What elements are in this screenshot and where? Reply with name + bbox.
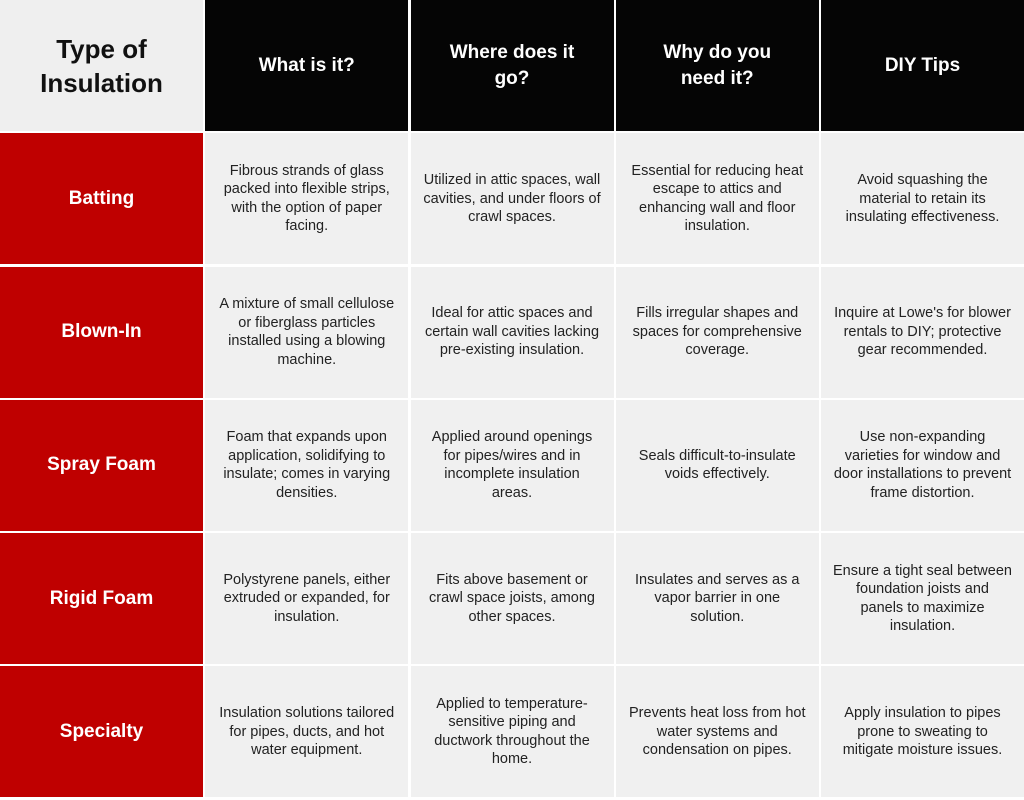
corner-header [0,0,203,131]
cell-text: Use non-expanding varieties for window and door installations to prevent frame distortion. [833,429,1012,501]
cell-text: Seals difficult-to-insulate voids effectively. [638,447,796,483]
table-cell [616,666,819,797]
table-cell [616,400,819,531]
cell-text: Ideal for attic spaces and certain wall cavities lacking pre-existing insulation. [424,305,600,359]
cell-text: Utilized in attic spaces, wall cavities, and under floors of crawl spaces. [423,172,601,225]
table-cell [616,533,819,664]
cell-text: Insulates and serves as a vapor barrier in one solution. [635,571,800,625]
cell-text: Polystyrene panels, either extruded or expanded, for insulation. [223,571,391,625]
column-header-label: DIY Tips [884,54,961,76]
cell-text: Apply insulation to pipes prone to sweating to mitigate moisture issues. [842,705,1003,758]
column-header-why [616,0,819,131]
table-cell [616,133,819,264]
cell-text: Fits above basement or crawl space joists, among other spaces. [428,571,595,625]
column-header-what [205,0,408,131]
table-cell [616,267,819,398]
column-header-diy [821,0,1024,131]
row-header-label: Specialty [59,720,144,742]
table-cell [411,666,614,797]
corner-header-label: Type of Insulation [40,33,163,98]
table-cell [205,400,408,531]
table-cell [411,533,614,664]
table-cell [411,133,614,264]
table-cell [205,533,408,664]
row-header-label: Spray Foam [47,454,156,476]
cell-text: Fibrous strands of glass packed into flexible strips, with the option of paper facing. [223,162,390,235]
column-header-label: Why do you need it? [663,41,772,89]
cell-text: Foam that expands upon application, solidifying to insulate; comes in varying densities. [223,429,391,501]
row-header-blown-in [0,267,203,398]
table-cell [821,533,1024,664]
row-header-rigid-foam [0,533,203,664]
cell-text: Essential for reducing heat escape to attics and enhancing wall and floor insulation. [631,162,804,235]
table-cell [205,666,408,797]
row-header-label: Blown-In [61,321,142,342]
table-cell [205,267,408,398]
column-header-label: Where does it go? [449,41,575,89]
row-header-batting [0,133,203,264]
cell-text: A mixture of small cellulose or fiberglass particles installed using a blowing machine. [219,296,395,368]
table-cell [411,400,614,531]
cell-text: Applied around openings for pipes/wires and in incomplete insulation areas. [431,429,593,501]
table-cell [821,666,1024,797]
cell-text: Ensure a tight seal between foundation joists and panels to maximize insulation. [833,562,1012,634]
column-header-label: What is it? [258,54,355,76]
table-cell [821,267,1024,398]
row-header-spray-foam [0,400,203,531]
column-header-where [411,0,614,131]
table-cell [205,133,408,264]
row-header-label: Batting [68,187,135,209]
table-cell [411,267,614,398]
cell-text: Insulation solutions tailored for pipes, ducts, and hot water equipment. [219,705,395,758]
cell-text: Applied to temperature-sensitive piping and ductwork throughout the home. [434,695,590,768]
cell-text: Inquire at Lowe's for blower rentals to DIY; protective gear recommended. [834,305,1011,359]
table-cell [821,400,1024,531]
cell-text: Fills irregular shapes and spaces for comprehensive coverage. [632,305,802,359]
table-cell [821,133,1024,264]
cell-text: Prevents heat loss from hot water systems and condensation on pipes. [629,705,806,758]
cell-text: Avoid squashing the material to retain its insulating effectiveness. [845,172,1000,225]
row-header-specialty [0,666,203,797]
row-header-label: Rigid Foam [49,587,154,609]
